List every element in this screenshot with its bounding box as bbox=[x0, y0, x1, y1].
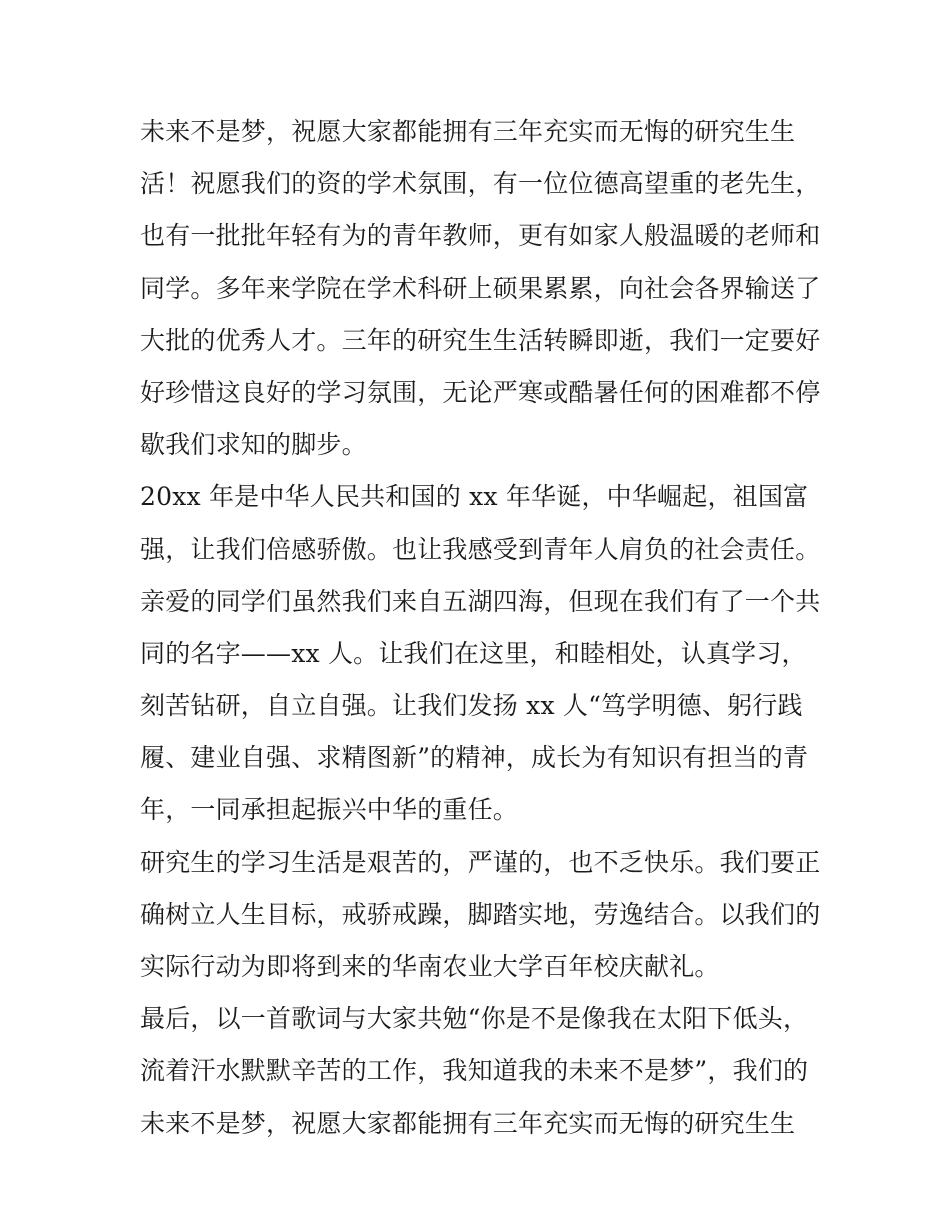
text-line: 研究生的学习生活是艰苦的，严谨的，也不乏快乐。我们要正 bbox=[140, 847, 821, 877]
text-line: 实际行动为即将到来的华南农业大学百年校庆献礼。 bbox=[140, 952, 720, 981]
text-line: 强，让我们倍感骄傲。也让我感受到青年人肩负的社会责任。 bbox=[140, 534, 821, 564]
text-line: 同学。多年来学院在学术科研上硕果累累，向社会各界输送了 bbox=[140, 273, 821, 303]
text-line: 大批的优秀人才。三年的研究生生活转瞬即逝，我们一定要好 bbox=[140, 325, 821, 355]
text-line: 未来不是梦，祝愿大家都能拥有三年充实而无悔的研究生生 bbox=[140, 1108, 796, 1138]
text-line: 刻苦钻研，自立自强。让我们发扬 xx 人“笃学明德、躬行践 bbox=[140, 691, 803, 721]
text-line: 也有一批批年轻有为的青年教师，更有如家人般温暖的老师和 bbox=[140, 221, 821, 251]
text-line: 最后，以一首歌词与大家共勉“你是不是像我在太阳下低头， bbox=[140, 1004, 809, 1034]
text-line: 流着汗水默默辛苦的工作，我知道我的未来不是梦”，我们的 bbox=[140, 1056, 809, 1086]
text-line: 20xx 年是中华人民共和国的 xx 年华诞，中华崛起，祖国富 bbox=[140, 482, 809, 512]
text-line: 亲爱的同学们虽然我们来自五湖四海，但现在我们有了一个共 bbox=[140, 586, 821, 616]
document-body bbox=[140, 106, 820, 1150]
text-line: 活！祝愿我们的资的学术氛围，有一位位德高望重的老先生， bbox=[140, 169, 821, 199]
text-line: 同的名字——xx 人。让我们在这里，和睦相处，认真学习， bbox=[140, 638, 807, 668]
text-line: 确树立人生目标，戒骄戒躁，脚踏实地，劳逸结合。以我们的 bbox=[140, 899, 821, 929]
text-line: 好珍惜这良好的学习氛围，无论严寒或酷暑任何的困难都不停 bbox=[140, 377, 821, 407]
text-line: 未来不是梦，祝愿大家都能拥有三年充实而无悔的研究生生 bbox=[140, 117, 796, 146]
text-line: 履、建业自强、求精图新”的精神，成长为有知识有担当的青 bbox=[140, 743, 809, 773]
text-line: 歇我们求知的脚步。 bbox=[140, 430, 367, 460]
text-line: 年，一同承担起振兴中华的重任。 bbox=[140, 795, 519, 825]
